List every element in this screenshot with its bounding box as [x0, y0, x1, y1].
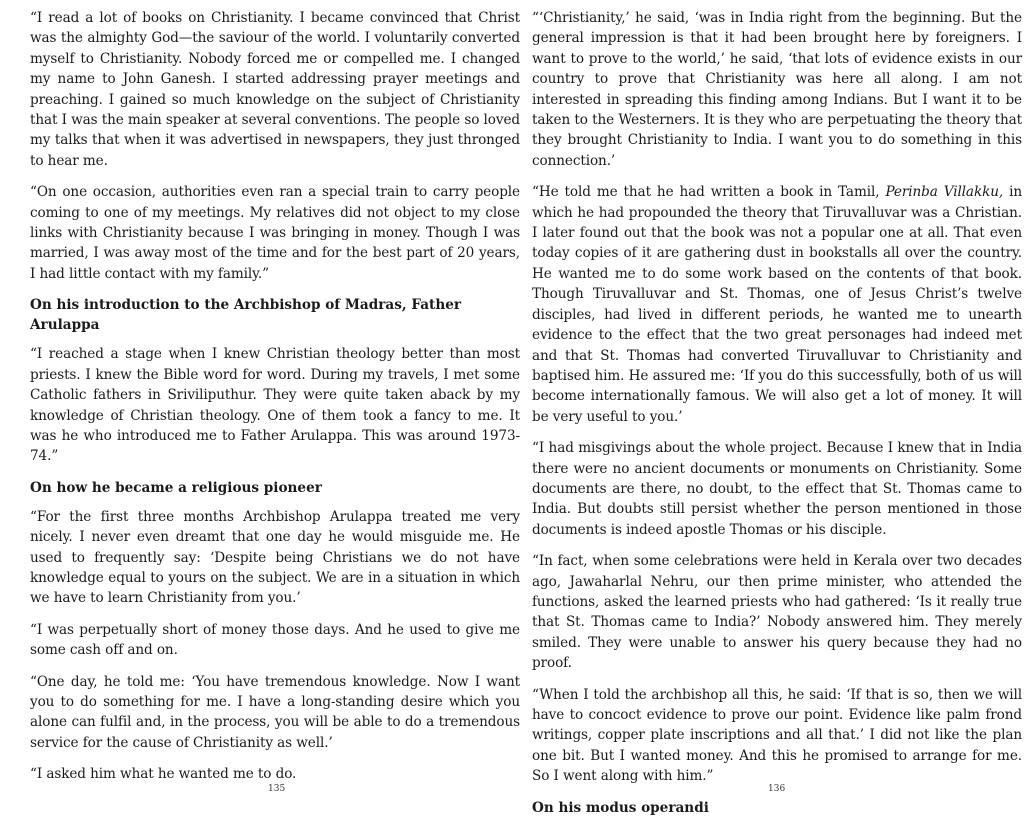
paragraph: “‘Christianity,’ he said, ‘was in India right from the beginning. But the general impression is that it had been brought here by foreigners. I want to prove to the world,’ he said, ‘that lots of evidence exists in our country to prove that Christianity was here all along. I am not interested in spreading this finding among Indians. But I want it to be taken to the Westerners. It is they who are perpetuating the theory that they brought Christianity to India. I want you to do something in this connection.’ [532, 10, 1022, 169]
paragraph-text: “He told me that he had written a book in Tamil, [532, 184, 886, 201]
left-page [30, 8, 520, 796]
paragraph: “I read a lot of books on Christianity. I became convinced that Christ was the almighty God—the saviour of the world. I voluntarily converted myself to Christianity. Nobody forced me or compelled me. I changed my name to John Ganesh. I started addressing prayer meetings and preaching. I gained so much knowledge on the subject of Christianity that I was the main speaker at several conventions. The people so loved my talks that when it was advertised in newspapers, they just thronged to hear me. [30, 10, 520, 169]
paragraph: “One day, he told me: ‘You have tremendous knowledge. Now I want you to do something for me. I have a long-standing desire which you alone can fulfil and, in the process, you will be able to do a tremendous service for the cause of Christianity as well.’ [30, 673, 520, 751]
section-heading: On his introduction to the Archbishop of Madras, Father Arulappa [30, 297, 462, 334]
section-heading: On how he became a religious pioneer [30, 479, 322, 496]
paragraph: “For the first three months Archbishop Arulappa treated me very nicely. I never even dreamt that one day he would misguide me. He used to frequently say: ‘Despite being Christians we do not have knowledge equal to yours on the subject. We are in a situation in which we have to learn Christianity from you.’ [30, 508, 520, 607]
paragraph-text: in which he had propounded the theory that Tiruvalluvar was a Christian. I later found out that the book was not a popular one at all. That even today copies of it are gathering dust in bookstalls all over the country. He wanted me to do some work based on the contents of that book. Though Tiruvalluvar and St. Thomas, one of Jesus Christ’s twelve disciples, had lived in different periods, he wanted me to unearth evidence to the effect that the two great personages had indeed met and that St. Thomas had converted Tiruvalluvar to Christianity and baptised him. He assured me: ‘If you do this successfully, both of us will become internationally famous. We will also get a lot of money. It will be very useful to you.’ [532, 184, 1022, 425]
right-page [532, 8, 1022, 827]
page-number-right: 136 [768, 784, 786, 794]
paragraph [532, 182, 1022, 427]
book-title: Perinba Villakku, [885, 184, 1004, 201]
paragraph: “I was perpetually short of money those days. And he used to give me some cash off and on. [30, 621, 520, 659]
paragraph: “On one occasion, authorities even ran a special train to carry people coming to one of my meetings. My relatives did not object to my close links with Christianity because I was bringing in money. Though I was married, I was away most of the time and for the best part of 20 years, I had little contact with my family.” [30, 184, 520, 282]
paragraph: “When I told the archbishop all this, he said: ‘If that is so, then we will have to concoct evidence to prove our point. Evidence like palm frond writings, copper plate inscriptions and all that.’ I did not like the plan one bit. But I wanted money. And this he promised to arrange for me. So I went along with him.” [532, 686, 1022, 785]
page-number-left: 135 [268, 784, 286, 794]
paragraph: “In fact, when some celebrations were held in Kerala over two decades ago, Jawaharlal Nehru, our then prime minister, who attended the functions, asked the learned priests who had gathered: ‘Is it really true that St. Thomas came to India?’ Nobody answered him. They merely smiled. They were unable to answer his query because they had no proof. [532, 553, 1022, 672]
paragraph: “I had misgivings about the whole project. Because I knew that in India there were no ancient documents or monuments on Christianity. Some documents are there, no doubt, to the effect that St. Thomas came to India. But doubts still persist whether the person mentioned in those documents is indeed apostle Thomas or his disciple. [532, 440, 1022, 538]
section-heading: On his modus operandi [532, 799, 709, 816]
paragraph: “I reached a stage when I knew Christian theology better than most priests. I knew the Bible word for word. During my travels, I met some Catholic fathers in Sriviliputhur. They were quite taken aback by my knowledge of Christian theology. One of them took a fancy to me. It was he who introduced me to Father Arulappa. This was around 1973-74.” [30, 346, 520, 465]
paragraph: “I asked him what he wanted me to do. [30, 766, 297, 783]
